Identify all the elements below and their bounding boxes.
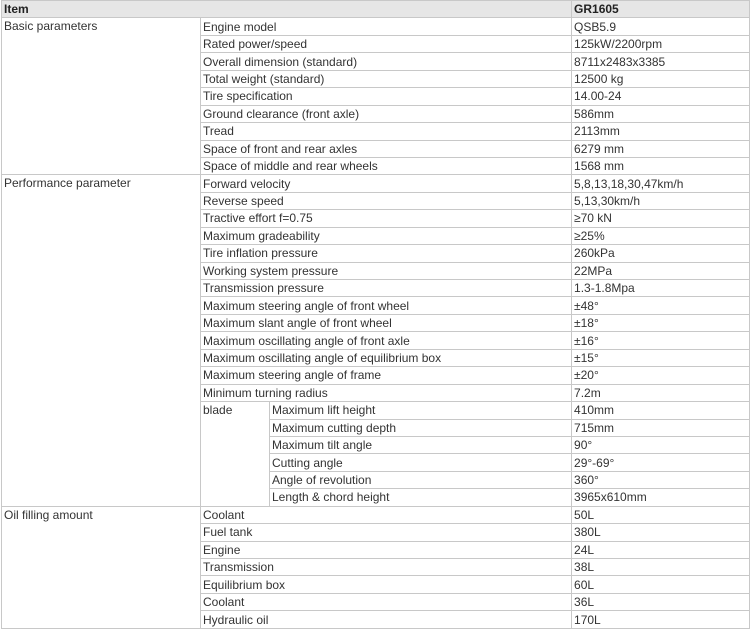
table-row [2, 175, 750, 192]
param-value: QSB5.9 [572, 18, 750, 35]
table-row [2, 506, 750, 523]
param-value: 360° [572, 471, 750, 488]
param-value: 12500 kg [572, 70, 750, 87]
param-value: 125kW/2200rpm [572, 35, 750, 52]
param-name: Maximum steering angle of front wheel [201, 297, 572, 314]
group-performance-parameter: Performance parameter [2, 175, 201, 506]
param-value: ±16° [572, 332, 750, 349]
param-name: Fuel tank [201, 524, 572, 541]
header-model: GR1605 [572, 1, 750, 18]
param-name: Reverse speed [201, 192, 572, 209]
param-name: Maximum slant angle of front wheel [201, 314, 572, 331]
param-name: Total weight (standard) [201, 70, 572, 87]
param-name: Transmission [201, 559, 572, 576]
header-item: Item [2, 1, 572, 18]
param-name: Angle of revolution [270, 471, 572, 488]
param-value: ≥25% [572, 227, 750, 244]
param-name: Tractive effort f=0.75 [201, 210, 572, 227]
param-name: Maximum oscillating angle of equilibrium box [201, 349, 572, 366]
param-value: 380L [572, 524, 750, 541]
param-value: 29°-69° [572, 454, 750, 471]
param-value: 6279 mm [572, 140, 750, 157]
param-value: 1568 mm [572, 157, 750, 174]
param-name: Space of middle and rear wheels [201, 157, 572, 174]
table-row [2, 18, 750, 35]
param-value: 24L [572, 541, 750, 558]
group-basic-parameters: Basic parameters [2, 18, 201, 175]
param-value: 170L [572, 611, 750, 628]
param-value: 5,13,30km/h [572, 192, 750, 209]
param-name: Tire inflation pressure [201, 245, 572, 262]
param-value: 60L [572, 576, 750, 593]
param-value: ≥70 kN [572, 210, 750, 227]
param-name: Maximum oscillating angle of front axle [201, 332, 572, 349]
param-value: 3965x610mm [572, 489, 750, 506]
param-value: 586mm [572, 105, 750, 122]
param-value: 8711x2483x3385 [572, 53, 750, 70]
param-name: Coolant [201, 506, 572, 523]
param-value: 410mm [572, 402, 750, 419]
param-value: 22MPa [572, 262, 750, 279]
param-name: Coolant [201, 593, 572, 610]
param-value: 7.2m [572, 384, 750, 401]
param-name: Minimum turning radius [201, 384, 572, 401]
param-name: Working system pressure [201, 262, 572, 279]
param-name: Engine model [201, 18, 572, 35]
param-value: ±48° [572, 297, 750, 314]
param-name: Maximum lift height [270, 402, 572, 419]
param-value: 1.3-1.8Mpa [572, 280, 750, 297]
param-value: 715mm [572, 419, 750, 436]
param-name: Engine [201, 541, 572, 558]
param-value: 36L [572, 593, 750, 610]
param-name: Length & chord height [270, 489, 572, 506]
param-name: Space of front and rear axles [201, 140, 572, 157]
param-name: Maximum cutting depth [270, 419, 572, 436]
param-value: ±20° [572, 367, 750, 384]
param-name: Tire specification [201, 88, 572, 105]
param-value: 5,8,13,18,30,47km/h [572, 175, 750, 192]
param-value: ±15° [572, 349, 750, 366]
param-name: Rated power/speed [201, 35, 572, 52]
param-value: 38L [572, 559, 750, 576]
header-row [2, 1, 750, 18]
param-name: Maximum steering angle of frame [201, 367, 572, 384]
subgroup-blade: blade [201, 402, 270, 507]
param-name: Transmission pressure [201, 280, 572, 297]
param-value: 90° [572, 436, 750, 453]
param-name: Tread [201, 123, 572, 140]
param-name: Cutting angle [270, 454, 572, 471]
param-value: 2113mm [572, 123, 750, 140]
param-value: 260kPa [572, 245, 750, 262]
param-name: Maximum gradeability [201, 227, 572, 244]
param-name: Overall dimension (standard) [201, 53, 572, 70]
param-value: 14.00-24 [572, 88, 750, 105]
param-name: Equilibrium box [201, 576, 572, 593]
group-oil-filling-amount: Oil filling amount [2, 506, 201, 628]
param-value: 50L [572, 506, 750, 523]
spec-table [1, 0, 750, 629]
param-name: Forward velocity [201, 175, 572, 192]
param-name: Hydraulic oil [201, 611, 572, 628]
param-name: Ground clearance (front axle) [201, 105, 572, 122]
param-value: ±18° [572, 314, 750, 331]
param-name: Maximum tilt angle [270, 436, 572, 453]
